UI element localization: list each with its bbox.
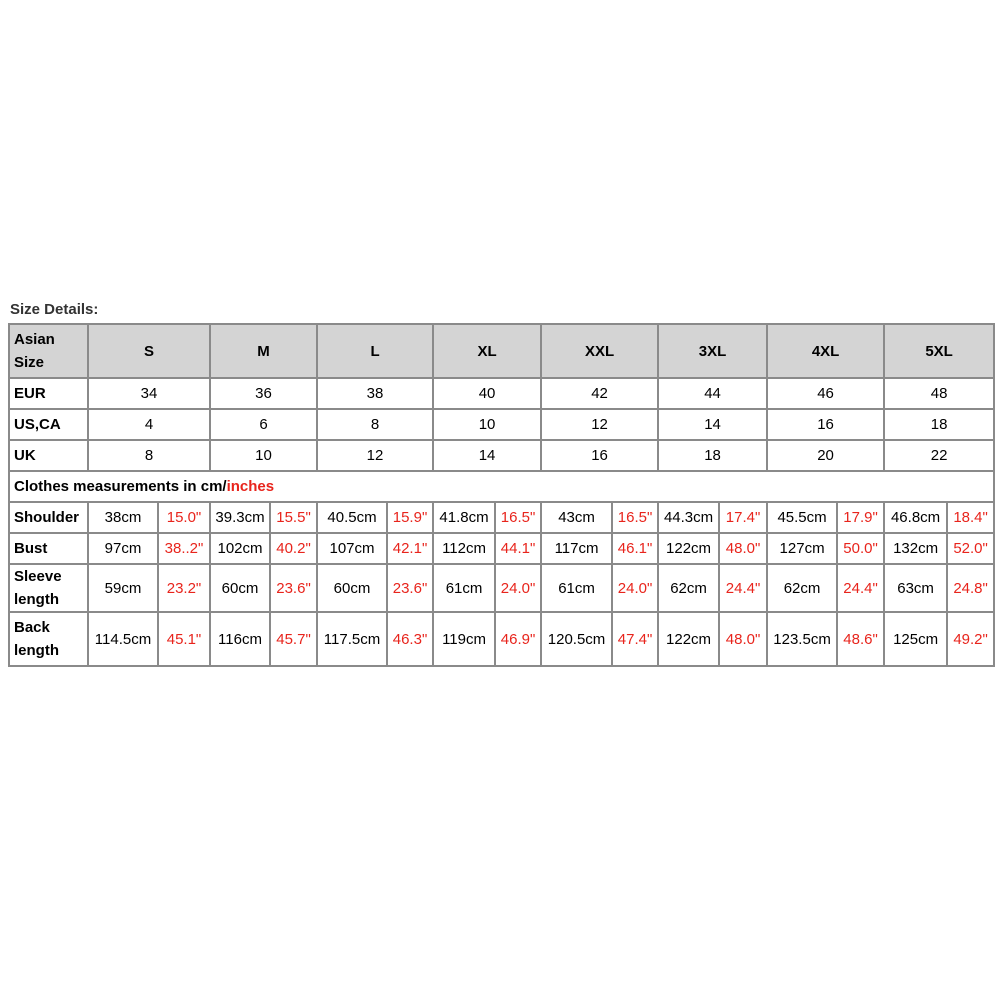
size-value-cell: 42 <box>541 378 658 409</box>
size-value-cell: 48 <box>884 378 994 409</box>
cm-value-cell: 119cm <box>433 612 495 666</box>
inch-value-cell: 45.1" <box>158 612 210 666</box>
measurement-row <box>9 533 994 564</box>
row-label: UK <box>9 440 88 471</box>
size-value-cell: 16 <box>767 409 884 440</box>
inch-value-cell: 45.7" <box>270 612 317 666</box>
size-header: XXL <box>541 324 658 378</box>
cm-value-cell: 97cm <box>88 533 158 564</box>
cm-value-cell: 38cm <box>88 502 158 533</box>
cm-value-cell: 46.8cm <box>884 502 947 533</box>
size-value-cell: 8 <box>88 440 210 471</box>
asian-size-label: Asian Size <box>9 324 88 378</box>
size-value-cell: 14 <box>433 440 541 471</box>
page-title: Size Details: <box>10 301 99 318</box>
cm-value-cell: 120.5cm <box>541 612 612 666</box>
size-value-cell: 22 <box>884 440 994 471</box>
row-label: EUR <box>9 378 88 409</box>
cm-value-cell: 62cm <box>658 564 719 612</box>
inch-value-cell: 46.1" <box>612 533 658 564</box>
inch-value-cell: 24.8" <box>947 564 994 612</box>
size-value-cell: 46 <box>767 378 884 409</box>
size-header: 5XL <box>884 324 994 378</box>
inch-value-cell: 46.3" <box>387 612 433 666</box>
cm-value-cell: 62cm <box>767 564 837 612</box>
inch-value-cell: 17.4" <box>719 502 767 533</box>
inch-value-cell: 16.5" <box>612 502 658 533</box>
cm-value-cell: 114.5cm <box>88 612 158 666</box>
inch-value-cell: 23.6" <box>270 564 317 612</box>
size-header: M <box>210 324 317 378</box>
inch-value-cell: 52.0" <box>947 533 994 564</box>
size-value-cell: 20 <box>767 440 884 471</box>
conversion-row <box>9 378 994 409</box>
inch-value-cell: 15.9" <box>387 502 433 533</box>
size-header: 3XL <box>658 324 767 378</box>
inch-value-cell: 46.9" <box>495 612 541 666</box>
inch-value-cell: 48.0" <box>719 612 767 666</box>
cm-value-cell: 44.3cm <box>658 502 719 533</box>
inch-value-cell: 24.0" <box>495 564 541 612</box>
size-value-cell: 10 <box>433 409 541 440</box>
cm-value-cell: 43cm <box>541 502 612 533</box>
size-value-cell: 34 <box>88 378 210 409</box>
size-value-cell: 8 <box>317 409 433 440</box>
inch-value-cell: 24.4" <box>719 564 767 612</box>
inch-value-cell: 24.0" <box>612 564 658 612</box>
inch-value-cell: 16.5" <box>495 502 541 533</box>
inch-value-cell: 15.0" <box>158 502 210 533</box>
cm-value-cell: 122cm <box>658 612 719 666</box>
size-header: S <box>88 324 210 378</box>
size-value-cell: 38 <box>317 378 433 409</box>
size-value-cell: 4 <box>88 409 210 440</box>
size-value-cell: 16 <box>541 440 658 471</box>
cm-value-cell: 61cm <box>541 564 612 612</box>
cm-value-cell: 59cm <box>88 564 158 612</box>
row-label: Bust <box>9 533 88 564</box>
inch-value-cell: 44.1" <box>495 533 541 564</box>
cm-value-cell: 112cm <box>433 533 495 564</box>
cm-value-cell: 122cm <box>658 533 719 564</box>
size-value-cell: 12 <box>317 440 433 471</box>
cm-value-cell: 125cm <box>884 612 947 666</box>
size-value-cell: 14 <box>658 409 767 440</box>
measurement-section-header <box>9 471 994 502</box>
cm-value-cell: 60cm <box>210 564 270 612</box>
inch-value-cell: 42.1" <box>387 533 433 564</box>
cm-value-cell: 60cm <box>317 564 387 612</box>
inch-value-cell: 38..2" <box>158 533 210 564</box>
cm-value-cell: 39.3cm <box>210 502 270 533</box>
size-value-cell: 40 <box>433 378 541 409</box>
cm-value-cell: 127cm <box>767 533 837 564</box>
inch-value-cell: 49.2" <box>947 612 994 666</box>
section-text: Clothes measurements in cm/ <box>14 478 227 495</box>
size-header-row <box>9 324 994 378</box>
cm-value-cell: 63cm <box>884 564 947 612</box>
size-value-cell: 36 <box>210 378 317 409</box>
cm-value-cell: 116cm <box>210 612 270 666</box>
size-value-cell: 44 <box>658 378 767 409</box>
cm-value-cell: 132cm <box>884 533 947 564</box>
inch-value-cell: 48.0" <box>719 533 767 564</box>
inch-value-cell: 48.6" <box>837 612 884 666</box>
cm-value-cell: 107cm <box>317 533 387 564</box>
inch-value-cell: 23.2" <box>158 564 210 612</box>
size-value-cell: 12 <box>541 409 658 440</box>
cm-value-cell: 117.5cm <box>317 612 387 666</box>
cm-value-cell: 40.5cm <box>317 502 387 533</box>
conversion-row <box>9 440 994 471</box>
row-label: Back length <box>9 612 88 666</box>
size-value-cell: 18 <box>658 440 767 471</box>
row-label: US,CA <box>9 409 88 440</box>
inch-value-cell: 15.5" <box>270 502 317 533</box>
inch-value-cell: 47.4" <box>612 612 658 666</box>
section-highlight: inches <box>226 478 275 495</box>
size-value-cell: 18 <box>884 409 994 440</box>
inch-value-cell: 24.4" <box>837 564 884 612</box>
inch-value-cell: 40.2" <box>270 533 317 564</box>
measurement-row <box>9 612 994 666</box>
row-label: Shoulder <box>9 502 88 533</box>
size-value-cell: 6 <box>210 409 317 440</box>
cm-value-cell: 41.8cm <box>433 502 495 533</box>
size-chart-table <box>8 323 995 667</box>
inch-value-cell: 18.4" <box>947 502 994 533</box>
inch-value-cell: 17.9" <box>837 502 884 533</box>
row-label: Sleeve length <box>9 564 88 612</box>
inch-value-cell: 50.0" <box>837 533 884 564</box>
measurement-row <box>9 564 994 612</box>
cm-value-cell: 45.5cm <box>767 502 837 533</box>
size-header: XL <box>433 324 541 378</box>
conversion-row <box>9 409 994 440</box>
size-header: 4XL <box>767 324 884 378</box>
size-value-cell: 10 <box>210 440 317 471</box>
cm-value-cell: 61cm <box>433 564 495 612</box>
measurement-row <box>9 502 994 533</box>
inch-value-cell: 23.6" <box>387 564 433 612</box>
size-header: L <box>317 324 433 378</box>
cm-value-cell: 117cm <box>541 533 612 564</box>
measurement-section-row <box>9 471 994 502</box>
cm-value-cell: 123.5cm <box>767 612 837 666</box>
cm-value-cell: 102cm <box>210 533 270 564</box>
